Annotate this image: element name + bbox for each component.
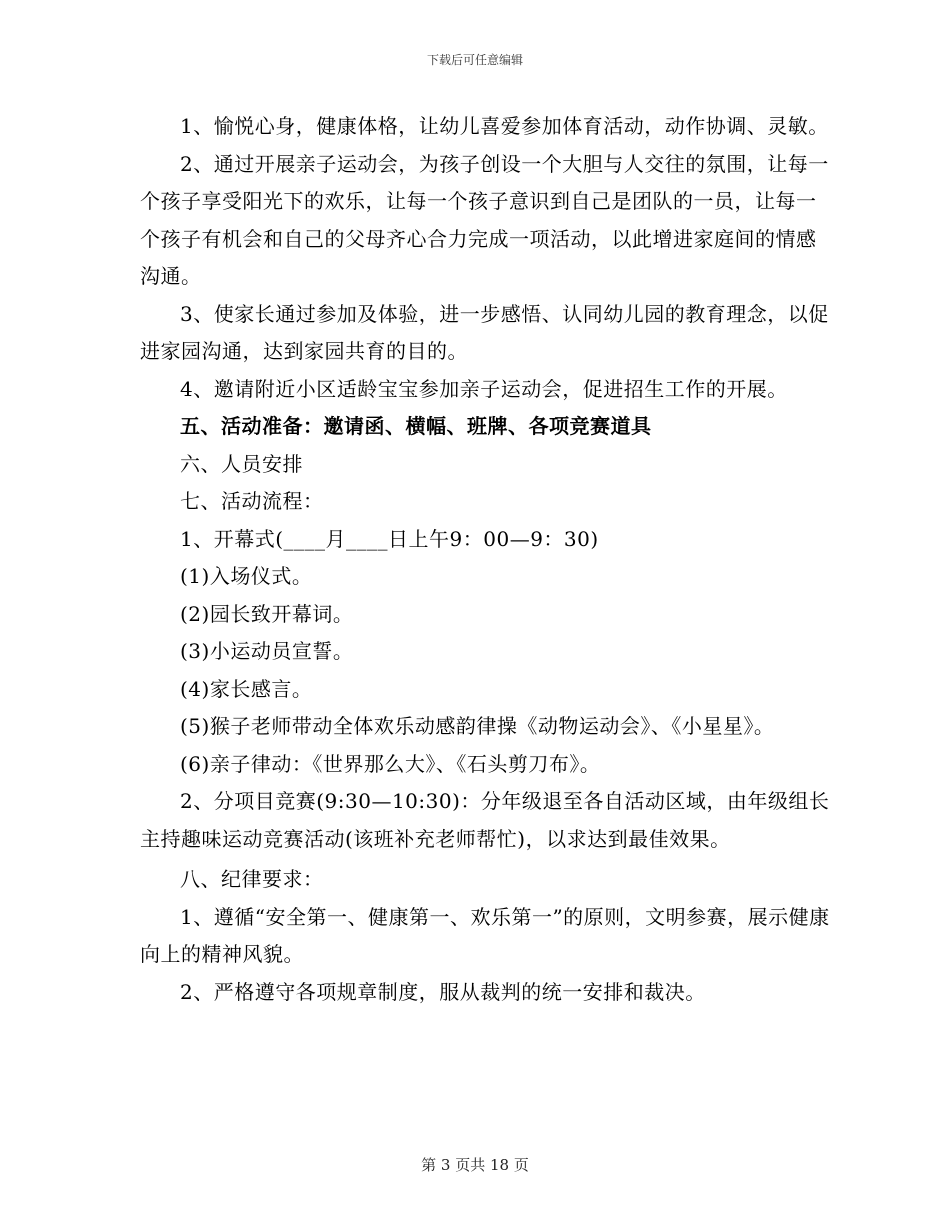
section-heading-process: 七、活动流程： <box>180 489 324 513</box>
paragraph-goal-1: 1、愉悦心身，健康体格，让幼儿喜爱参加体育活动，动作协调、灵敏。 <box>180 114 829 138</box>
paragraph-competition: 2、分项目竞赛(9:30—10:30)：分年级退至各自活动区域，由年级组长主持趣味运动竞赛活动(该班补充老师帮忙)，以求达到最佳效果。 <box>140 789 830 851</box>
paragraph-discipline-1: 1、遵循“安全第一、健康第一、欢乐第一”的原则，文明参赛，展示健康向上的精神风貌。 <box>140 904 830 966</box>
document-body <box>140 108 830 1011</box>
list-item-entrance: (1)入场仪式。 <box>180 564 313 588</box>
page-footer: 第 3 页共 18 页 <box>421 1156 529 1174</box>
list-item-parent-child-rhythm: (6)亲子律动：《世界那么大》、《石头剪刀布》。 <box>180 751 601 776</box>
list-item-rhythm-exercise: (5)猴子老师带动全体欢乐动感韵律操《动物运动会》、《小星星》。 <box>180 714 775 738</box>
page-header: 下载后可任意编辑 <box>426 53 523 67</box>
list-item-opening-speech: (2)园长致开幕词。 <box>180 601 354 626</box>
paragraph-goal-2: 2、通过开展亲子运动会，为孩子创设一个大胆与人交往的氛围，让每一个孩子享受阳光下的欢乐，让每一个孩子意识到自己是团队的一员，让每一个孩子有机会和自己的父母齐心合力完成一项活动，以此增进家庭间的情感沟通。 <box>140 151 829 288</box>
paragraph-opening-ceremony: 1、开幕式(____月____日上午9：00—9：30) <box>180 526 599 551</box>
paragraph-goal-3: 3、使家长通过参加及体验，进一步感悟、认同幼儿园的教育理念，以促进家园沟通，达到家园共育的目的。 <box>140 301 829 363</box>
section-heading-discipline: 八、纪律要求： <box>180 867 324 891</box>
section-heading-preparation: 五、活动准备：邀请函、横幅、班牌、各项竞赛道具 <box>180 414 652 438</box>
section-heading-staffing: 六、人员安排 <box>180 451 303 476</box>
paragraph-goal-4: 4、邀请附近小区适龄宝宝参加亲子运动会，促进招生工作的开展。 <box>180 376 788 401</box>
paragraph-discipline-2: 2、严格遵守各项规章制度，服从裁判的统一安排和裁决。 <box>180 979 706 1004</box>
list-item-parent-remarks: (4)家长感言。 <box>180 676 313 701</box>
list-item-oath: (3)小运动员宣誓。 <box>180 639 354 663</box>
